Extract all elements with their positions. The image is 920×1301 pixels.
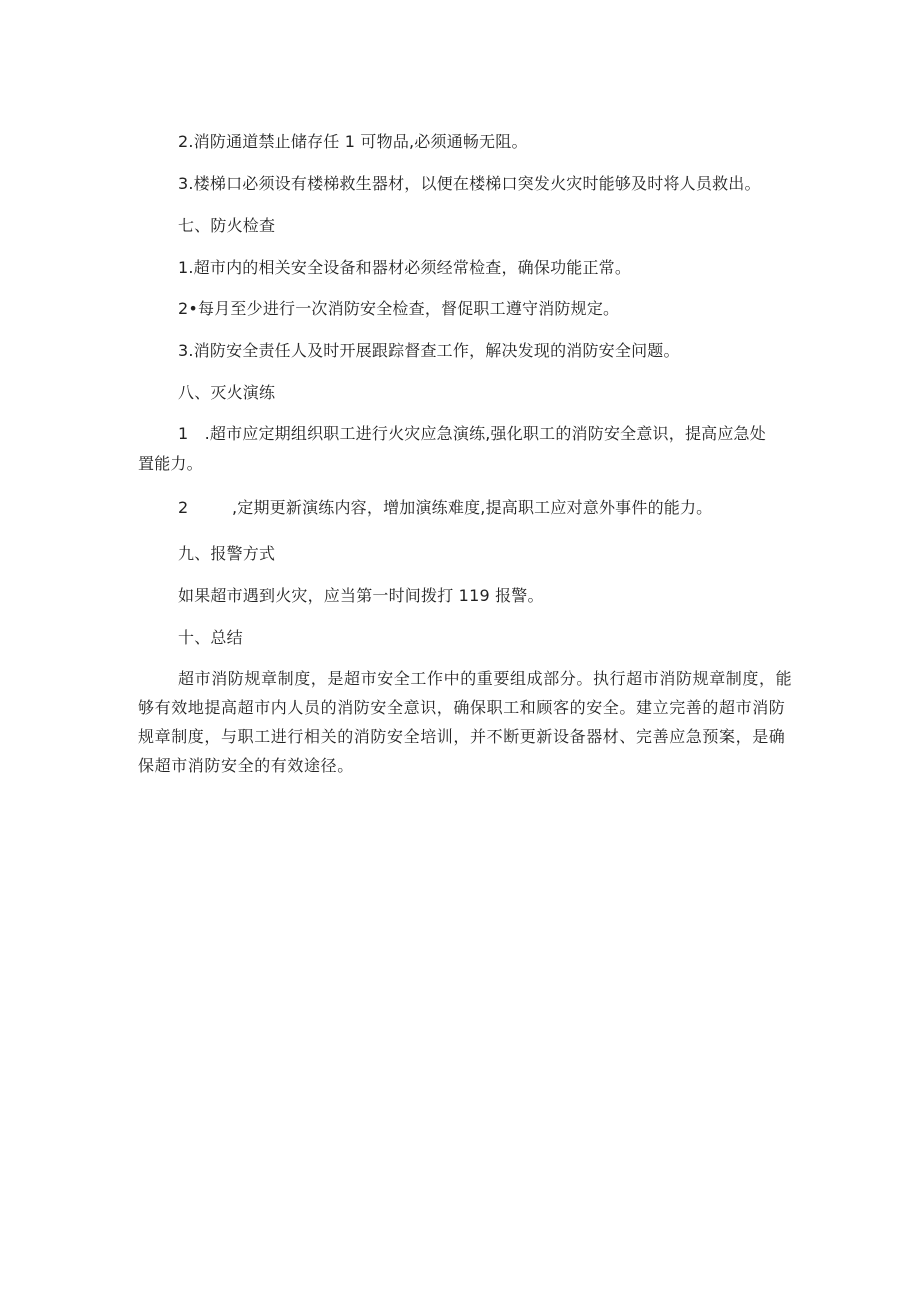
section-9-heading: 九、报警方式: [178, 544, 276, 563]
section-8-heading: 八、灭火演练: [178, 383, 276, 402]
drill-item-1-line-1: 1 .超市应定期组织职工进行火灾应急演练,强化职工的消防安全意识，提高应急处: [178, 424, 766, 443]
section-10-heading: 十、总结: [178, 628, 243, 647]
drill-item-2-number: 2: [178, 498, 189, 517]
summary-paragraph: 超市消防规章制度，是超市安全工作中的重要组成部分。执行超市消防规章制度，能够有效地提高超市内人员的消防安全意识，确保职工和顾客的安全。建立完善的超市消防规章制度，与职工进行相关的消防安全培训，并不断更新设备器材、完善应急预案，是确保超市消防安全的有效途径。: [138, 669, 793, 775]
drill-item-2-text: ,定期更新演练内容，增加演练难度,提高职工应对意外事件的能力。: [232, 498, 713, 517]
inspection-item-3: 3.消防安全责任人及时开展跟踪督查工作，解决发现的消防安全问题。: [178, 341, 680, 360]
inspection-item-2: 2•每月至少进行一次消防安全检查，督促职工遵守消防规定。: [178, 299, 620, 318]
inspection-item-1: 1.超市内的相关安全设备和器材必须经常检查，确保功能正常。: [178, 258, 632, 277]
alarm-method-text: 如果超市遇到火灾，应当第一时间拨打 119 报警。: [178, 586, 544, 605]
fire-exit-rule-2: 2.消防通道禁止储存任 1 可物品,必须通畅无阻。: [178, 132, 528, 151]
drill-item-1-line-2: 置能力。: [138, 454, 203, 473]
section-7-heading: 七、防火检查: [178, 216, 276, 235]
stairway-rule-3: 3.楼梯口必须设有楼梯救生器材，以便在楼梯口突发火灾时能够及时将人员救出。: [178, 174, 761, 193]
